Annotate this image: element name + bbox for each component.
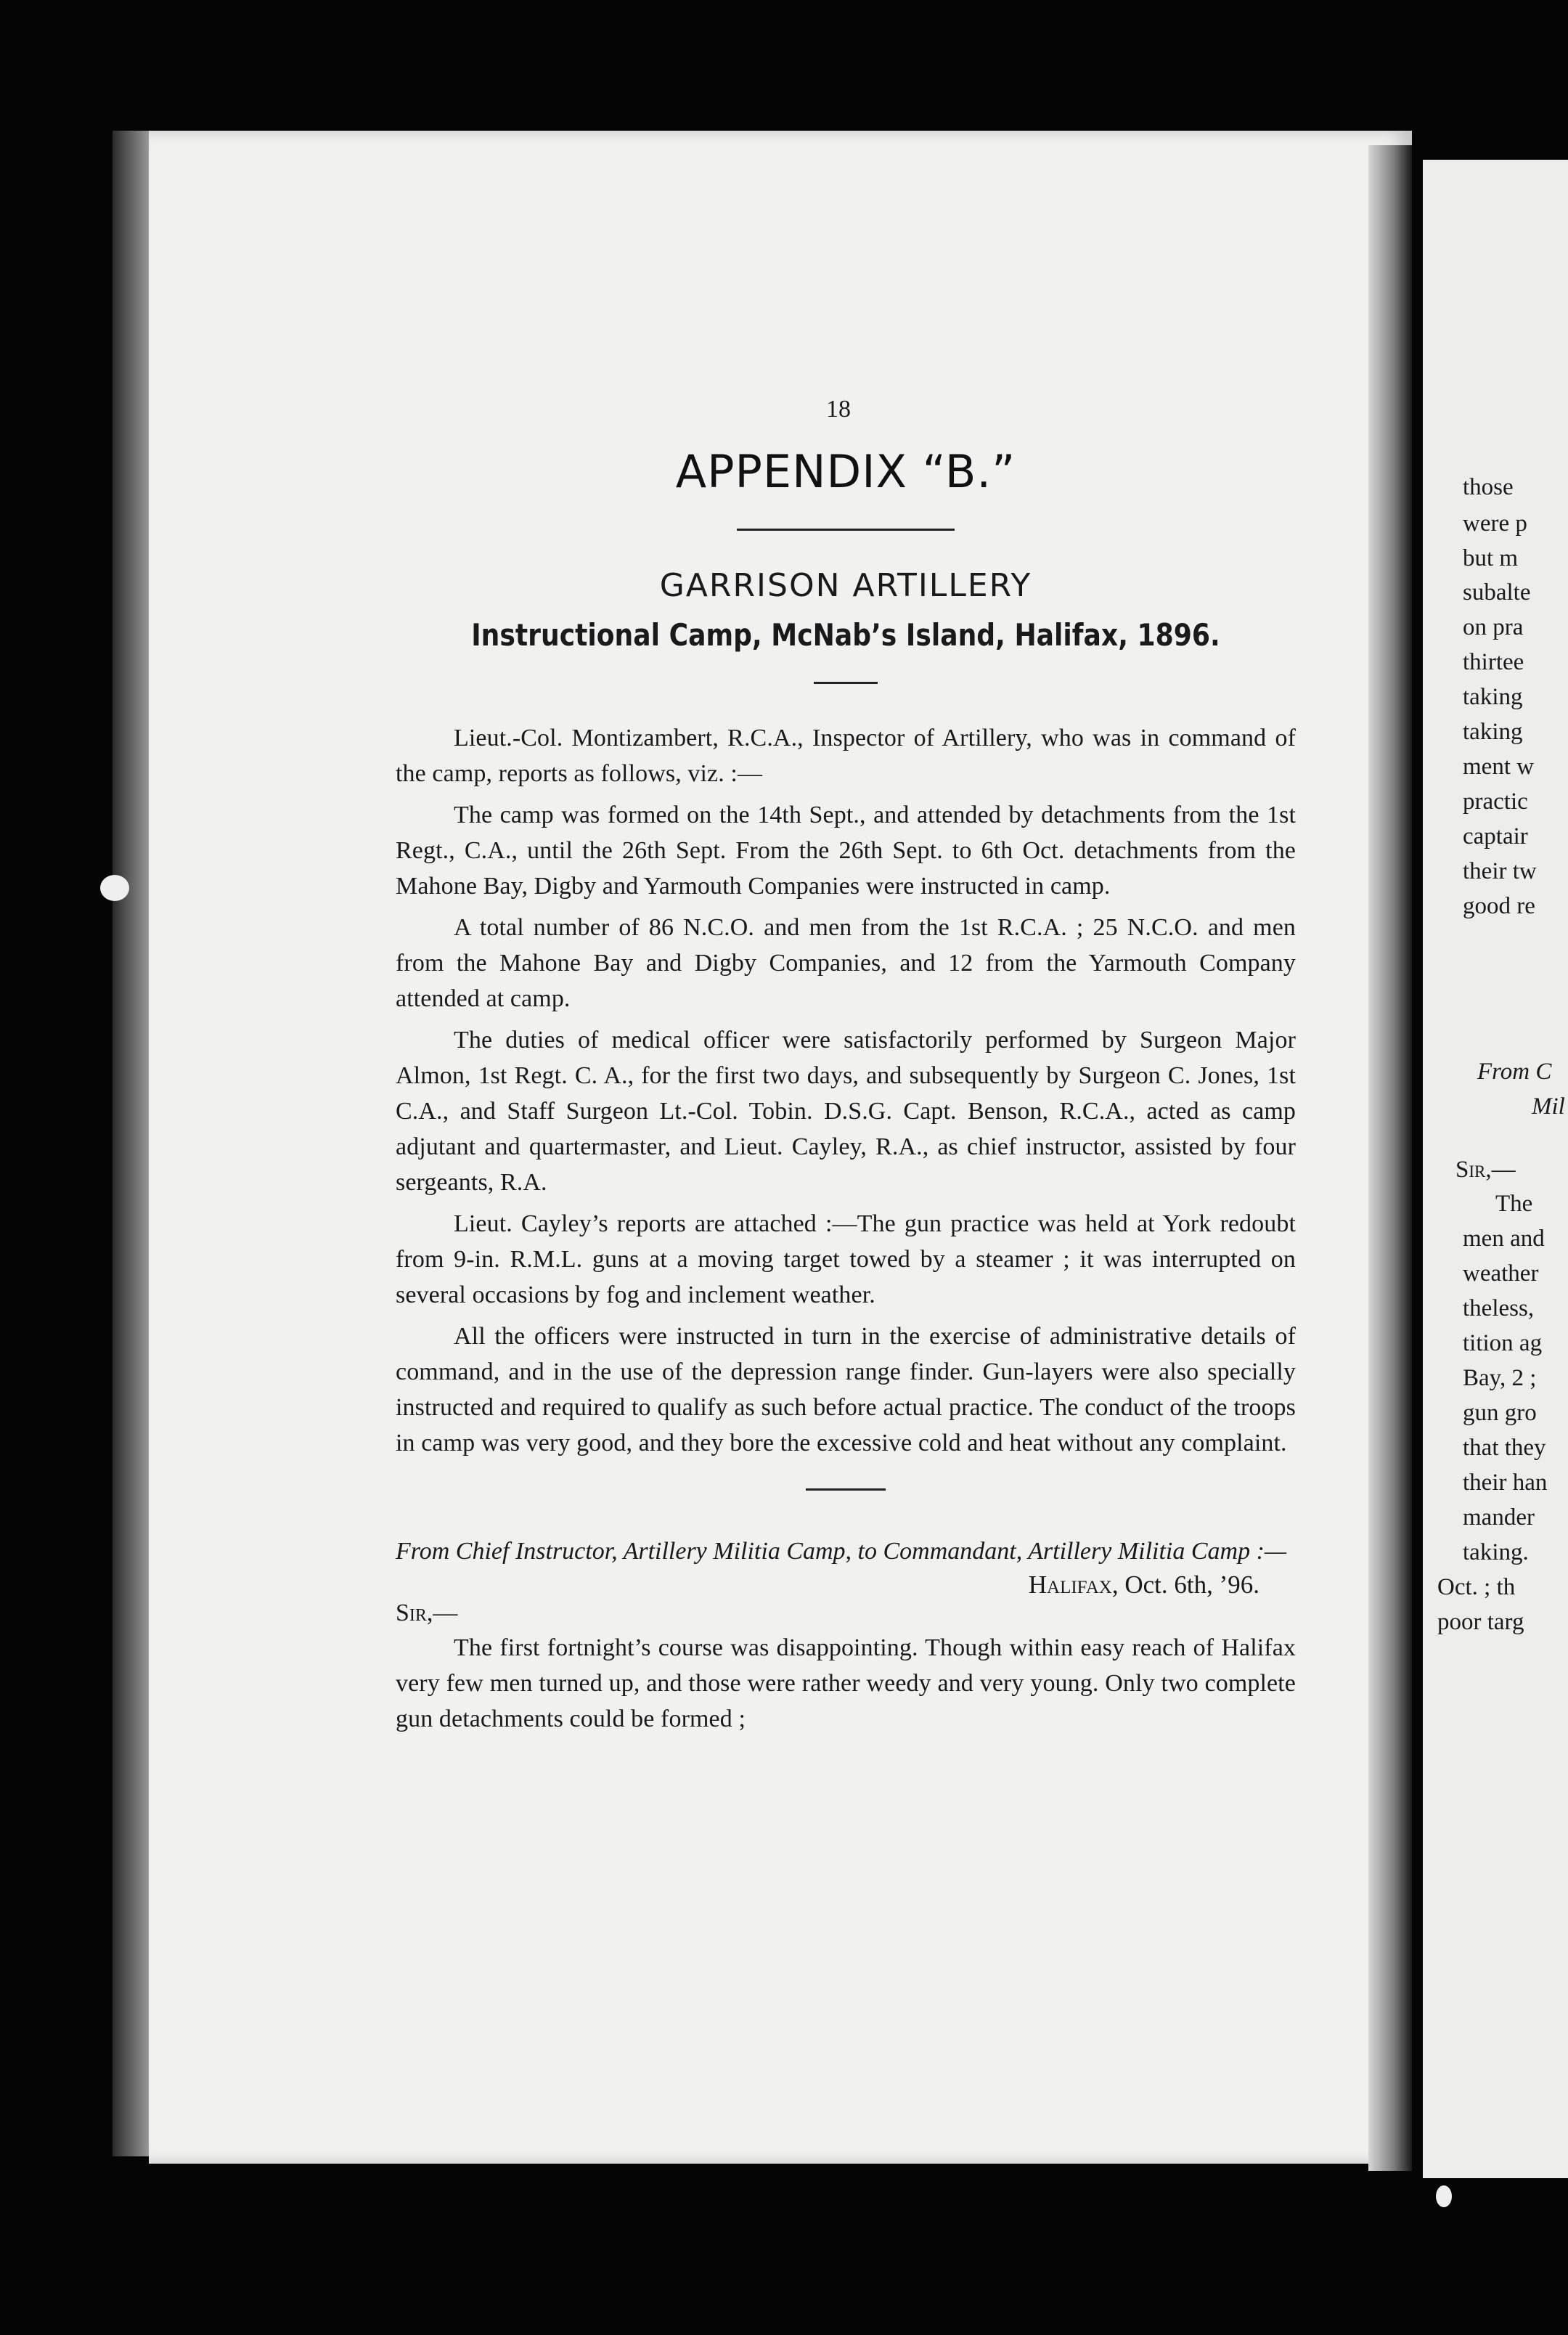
section-title: GARRISON ARTILLERY: [659, 567, 1032, 604]
divider: [814, 682, 878, 684]
facing-line: but m: [1463, 545, 1519, 571]
facing-line: practic: [1463, 788, 1528, 815]
letter-date: , Oct. 6th, ’96.: [1111, 1570, 1259, 1599]
facing-line: thirtee: [1463, 649, 1524, 675]
paragraph: The duties of medical officer were satisfactorily performed by Surgeon Major Almon, 1st Regt. C. A., for the first two days, and subsequently by Surgeon C. Jones, 1st C.A., and Staff Surgeon Lt.-Col. Tobin. D.S.G. Capt. Benson, R.C.A., acted as camp adjutant and quartermaster, and Lieut. Cayley, R.A., as chief instructor, assisted by four sergeants, R.A.: [396, 1027, 1296, 1196]
facing-line: Bay, 2 ;: [1463, 1365, 1537, 1391]
facing-line: were p: [1463, 510, 1527, 537]
paper-speck: [1436, 2185, 1452, 2207]
page-number: 18: [826, 396, 851, 423]
page-content: [396, 396, 1296, 1737]
facing-line: weather: [1463, 1260, 1539, 1287]
appendix-title: APPENDIX “B.”: [675, 445, 1016, 498]
letter-salutation: Sir,—: [396, 1600, 458, 1626]
facing-line: poor targ: [1437, 1609, 1524, 1635]
facing-line: The: [1495, 1191, 1533, 1217]
report-body: [396, 720, 1296, 1461]
facing-line: tition ag: [1463, 1330, 1543, 1356]
facing-salutation: Sir,—: [1455, 1157, 1516, 1183]
facing-line: captair: [1463, 823, 1528, 849]
book-gutter: [1368, 145, 1412, 2171]
paragraph: All the officers were instructed in turn in the exercise of administrative details of command, and in the use of the depression range finder. Gun-layers were also specially instructed and required to qualify as such before actual practice. The conduct of the troops in camp was very good, and they bore the excessive cold and heat without any complaint.: [396, 1323, 1296, 1456]
facing-line: theless,: [1463, 1295, 1535, 1321]
letter-place: Halifax: [1028, 1570, 1112, 1599]
facing-line: those: [1463, 474, 1514, 500]
facing-line: taking.: [1463, 1539, 1529, 1565]
divider: [737, 529, 955, 531]
paragraph: The camp was formed on the 14th Sept., and attended by detachments from the 1st Regt., C.A., until the 26th Sept. From the 26th Sept. to 6th Oct. detachments from the Mahone Bay, Digby and Yarmouth Companies were instructed in camp.: [396, 802, 1296, 900]
facing-line: their han: [1463, 1470, 1548, 1496]
facing-line: subalte: [1463, 579, 1531, 606]
facing-line: men and: [1463, 1226, 1545, 1252]
letter-dateline: [396, 1570, 1296, 1600]
facing-line: taking: [1463, 684, 1523, 710]
paragraph: Lieut.-Col. Montizambert, R.C.A., Inspector of Artillery, who was in command of the camp, reports as follows, viz. :—: [396, 725, 1296, 787]
facing-heading-line: From C: [1477, 1059, 1552, 1085]
letter-heading: From Chief Instructor, Artillery Militia Camp, to Commandant, Artillery Militia Camp :—: [396, 1538, 1287, 1565]
facing-line: taking: [1463, 719, 1523, 745]
paragraph: Lieut. Cayley’s reports are attached :—The gun practice was held at York redoubt from 9-in. R.M.L. guns at a moving target towed by a steamer ; it was interrupted on several occasions by fog and inclement weather.: [396, 1210, 1296, 1308]
paragraph: A total number of 86 N.C.O. and men from the 1st R.C.A. ; 25 N.C.O. and men from the Mahone Bay and Digby Companies, and 12 from the Yarmouth Company attended at camp.: [396, 914, 1296, 1012]
letter-body: The first fortnight’s course was disappointing. Though within easy reach of Halifax very few men turned up, and those were rather weedy and very young. Only two complete gun detachments could be formed ;: [396, 1634, 1296, 1732]
divider: [806, 1488, 886, 1491]
facing-page: [1423, 160, 1568, 2178]
facing-line: good re: [1463, 893, 1535, 919]
facing-line: their tw: [1463, 858, 1537, 884]
facing-line: on pra: [1463, 614, 1524, 640]
facing-line: gun gro: [1463, 1400, 1537, 1426]
facing-line: mander: [1463, 1504, 1535, 1531]
facing-line: that they: [1463, 1435, 1546, 1461]
subtitle: Instructional Camp, McNab’s Island, Halifax, 1896.: [471, 617, 1220, 653]
facing-line: Oct. ; th: [1437, 1574, 1516, 1600]
paper-speck: [100, 875, 129, 901]
facing-heading-line: Mil: [1532, 1093, 1565, 1120]
facing-line: ment w: [1463, 754, 1535, 780]
